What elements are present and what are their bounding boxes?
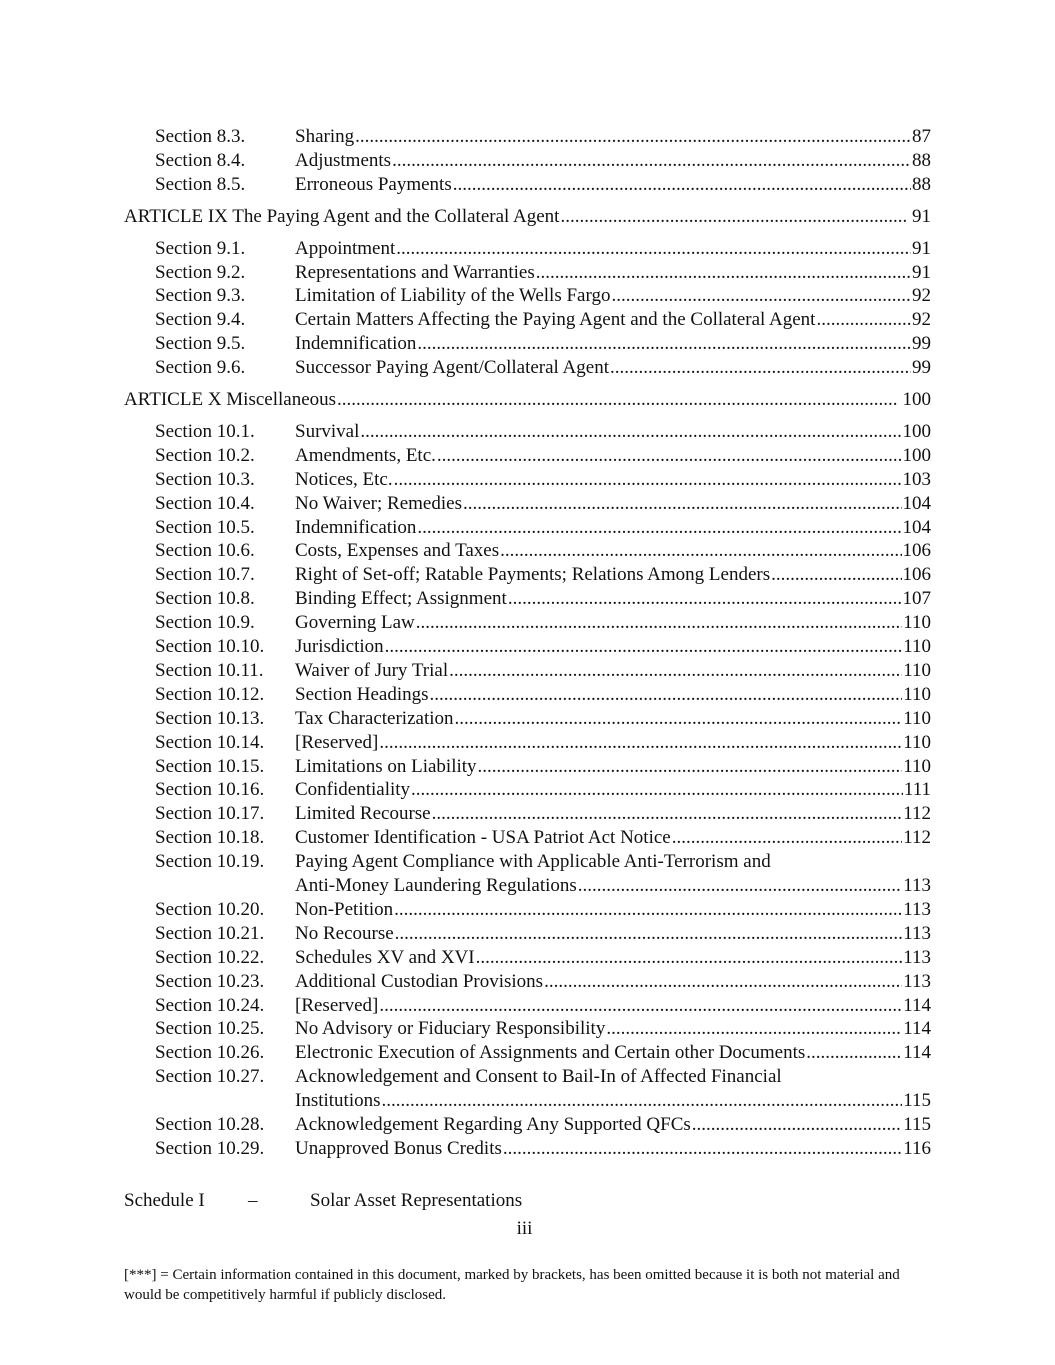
entry-body: [295, 1137, 931, 1161]
toc-section-row: [0, 444, 1055, 468]
page-ref: 113: [903, 946, 931, 968]
toc-section-row: [0, 946, 1055, 970]
page-ref: 88: [912, 173, 931, 195]
section-number: Section 10.25.: [155, 1018, 265, 1040]
toc-section-row: [0, 802, 1055, 826]
page-ref: 114: [903, 1018, 931, 1040]
toc-article-row: [0, 388, 1055, 412]
section-number: Section 10.3.: [155, 468, 255, 490]
section-title: Erroneous Payments: [295, 173, 452, 195]
dot-leader: [379, 731, 902, 755]
section-title: Customer Identification - USA Patriot Act Notice: [295, 827, 671, 849]
section-number: Section 10.21.: [155, 922, 265, 944]
entry-body: [295, 1113, 931, 1137]
page-ref: 111: [903, 779, 931, 801]
entry-body: [295, 1089, 931, 1113]
page-ref: 91: [912, 205, 931, 227]
section-number: Section 10.24.: [155, 994, 265, 1016]
dot-leader: [411, 778, 903, 802]
dot-leader: [692, 1113, 902, 1137]
entry-body: [295, 539, 931, 563]
toc-section-row: [0, 237, 1055, 261]
page-ref: 87: [912, 126, 931, 147]
dot-leader: [544, 970, 902, 994]
section-title: Survival: [295, 420, 360, 442]
page-ref: 115: [903, 1114, 931, 1135]
schedule-label: Schedule I: [124, 1190, 205, 1211]
toc-section-row: [0, 707, 1055, 731]
toc-section-row: [0, 755, 1055, 779]
dot-leader: [360, 420, 901, 444]
toc-section-row: [0, 874, 1055, 898]
section-number: Section 10.4.: [155, 492, 255, 514]
page-ref: 103: [902, 468, 931, 490]
section-number: Section 10.22.: [155, 946, 265, 968]
dot-leader: [476, 946, 903, 970]
toc-section-row: [0, 539, 1055, 563]
entry-body: [295, 284, 931, 308]
entry-body: [295, 492, 931, 516]
dot-leader: [816, 308, 911, 332]
section-number: Section 10.26.: [155, 1042, 265, 1064]
toc-section-row: [0, 149, 1055, 173]
dot-leader: [392, 149, 911, 173]
toc-section-row: [0, 994, 1055, 1018]
page-ref: 115: [903, 1090, 931, 1112]
section-title: Waiver of Jury Trial: [295, 659, 449, 681]
dot-leader: [463, 492, 902, 516]
section-number: Section 9.5.: [155, 333, 246, 355]
entry-body: [295, 1017, 931, 1041]
page-ref: 99: [912, 333, 931, 355]
page-ref: 104: [902, 516, 931, 538]
section-title: Electronic Execution of Assignments and Certain other Documents: [295, 1042, 806, 1064]
entry-body: [295, 659, 931, 683]
section-number: Section 10.27.: [155, 1066, 265, 1088]
section-title: Indemnification: [295, 516, 417, 538]
page-ref: 113: [903, 875, 931, 896]
section-title: Schedules XV and XVI: [295, 946, 475, 968]
toc-section-row: [0, 587, 1055, 611]
entry-body: [295, 356, 931, 380]
section-title: Jurisdiction: [295, 636, 384, 657]
section-title: Tax Characterization: [295, 707, 454, 729]
section-title: No Recourse: [295, 922, 394, 944]
schedule-description: Solar Asset Representations: [310, 1190, 523, 1211]
page-ref: 100: [902, 389, 931, 410]
entry-body: [124, 205, 931, 229]
page-ref: 113: [903, 898, 931, 920]
section-title: Confidentiality: [295, 779, 411, 801]
entry-body: [295, 149, 931, 173]
entry-body: [295, 898, 931, 922]
entry-body: [295, 611, 931, 635]
toc-section-row: [0, 826, 1055, 850]
toc-section-row: [0, 284, 1055, 308]
toc-section-row: [0, 683, 1055, 707]
page-ref: 110: [903, 755, 931, 777]
page-ref: 110: [903, 659, 931, 681]
toc-section-row: [0, 611, 1055, 635]
dot-leader: [455, 707, 903, 731]
entry-body: [295, 1041, 931, 1065]
dot-leader: [432, 802, 903, 826]
dot-leader: [503, 1137, 902, 1161]
page-ref: 88: [912, 149, 931, 171]
entry-body: [295, 587, 931, 611]
section-title: Anti-Money Laundering Regulations: [295, 875, 577, 896]
section-number: Section 10.11.: [155, 659, 264, 681]
section-number: Section 10.7.: [155, 564, 255, 586]
entry-body: [295, 332, 931, 356]
section-number: Section 10.8.: [155, 588, 255, 610]
page-ref: 92: [912, 285, 931, 307]
page-number: iii: [516, 1218, 533, 1239]
page-ref: 113: [903, 970, 931, 992]
entry-body: [295, 970, 931, 994]
entry-body: [295, 850, 931, 874]
section-number: Section 10.6.: [155, 540, 255, 562]
section-number: Section 10.9.: [155, 612, 255, 634]
section-number: Section 10.18.: [155, 827, 265, 849]
dot-leader: [611, 284, 911, 308]
entry-body: [295, 755, 931, 779]
dot-leader: [417, 516, 901, 540]
entry-body: [295, 778, 931, 802]
page-ref: 106: [902, 540, 931, 562]
section-title: Adjustments: [295, 149, 392, 171]
toc-section-row: [0, 1113, 1055, 1137]
page-ref: 112: [903, 803, 931, 825]
toc-section-row: [0, 922, 1055, 946]
section-number: Section 9.3.: [155, 285, 246, 307]
section-number: Section 10.16.: [155, 779, 265, 801]
section-number: Section 9.4.: [155, 309, 246, 331]
entry-body: [295, 444, 931, 468]
toc-section-row: [0, 970, 1055, 994]
toc-section-row: [0, 356, 1055, 380]
dot-leader: [437, 444, 902, 468]
page-ref: 100: [902, 444, 931, 466]
entry-body: [295, 1065, 931, 1089]
section-number: Section 10.20.: [155, 898, 265, 920]
page-ref: 110: [903, 683, 931, 705]
dot-leader: [606, 1017, 902, 1041]
page-ref: 92: [912, 309, 931, 331]
section-number: Section 9.1.: [155, 237, 246, 259]
dot-leader: [508, 587, 902, 611]
section-number: Section 10.10.: [155, 636, 265, 657]
toc-section-row: [0, 1089, 1055, 1113]
section-title: Costs, Expenses and Taxes: [295, 540, 500, 562]
section-number: Section 10.23.: [155, 970, 265, 992]
dot-leader: [449, 659, 902, 683]
section-title: Notices, Etc.: [295, 468, 393, 490]
toc-section-row: [0, 898, 1055, 922]
section-title: Unapproved Bonus Credits: [295, 1137, 502, 1159]
toc-section-row: [0, 1137, 1055, 1161]
section-title: Sharing: [295, 126, 355, 147]
schedule-dash: –: [248, 1190, 258, 1211]
toc-section-row: [0, 173, 1055, 197]
section-title: Acknowledgement Regarding Any Supported QFCs: [295, 1114, 691, 1135]
section-number: Section 8.4.: [155, 149, 246, 171]
section-title: [Reserved]: [295, 994, 379, 1016]
dot-leader: [560, 205, 907, 229]
dot-leader: [500, 539, 901, 563]
dot-leader: [672, 826, 902, 850]
page-ref: 104: [902, 492, 931, 514]
page-ref: 110: [903, 731, 931, 753]
toc-section-row: [0, 731, 1055, 755]
dot-leader: [771, 563, 901, 587]
section-number: Section 10.13.: [155, 707, 265, 729]
schedule-entry: [0, 1188, 1055, 1214]
entry-body: [295, 731, 931, 755]
section-number: Section 9.2.: [155, 261, 246, 283]
dot-leader: [806, 1041, 902, 1065]
section-title: Limitations on Liability: [295, 755, 477, 777]
section-title: No Advisory or Fiduciary Responsibility: [295, 1018, 606, 1040]
toc-section-row: [0, 563, 1055, 587]
toc-section-row: [0, 308, 1055, 332]
entry-body: [295, 874, 931, 898]
page-ref: 112: [903, 827, 931, 849]
entry-body: [295, 946, 931, 970]
section-number: Section 10.2.: [155, 444, 255, 466]
toc-section-row: [0, 261, 1055, 285]
section-title: Governing Law: [295, 612, 415, 634]
page-ref: 114: [903, 1042, 931, 1064]
section-title: Section Headings: [295, 683, 429, 705]
dot-leader: [430, 683, 903, 707]
page-ref: 113: [903, 922, 931, 944]
section-number: Section 10.28.: [155, 1114, 265, 1135]
entry-body: [295, 707, 931, 731]
toc-section-row: [0, 332, 1055, 356]
section-title: Indemnification: [295, 333, 417, 355]
entry-body: [295, 922, 931, 946]
section-title: Limitation of Liability of the Wells Fargo: [295, 285, 611, 307]
page-ref: 110: [903, 636, 931, 657]
section-number: Section 10.17.: [155, 803, 265, 825]
toc-section-row: [0, 635, 1055, 659]
entry-body: [124, 388, 931, 412]
section-number: Section 10.5.: [155, 516, 255, 538]
page-ref: 110: [903, 612, 931, 634]
section-title: [Reserved]: [295, 731, 379, 753]
section-title: Limited Recourse: [295, 803, 431, 825]
page-ref: 114: [903, 994, 931, 1016]
section-title: Successor Paying Agent/Collateral Agent: [295, 357, 609, 379]
article-title: ARTICLE X Miscellaneous: [124, 389, 337, 410]
page-ref: 100: [902, 420, 931, 442]
section-number: Section 8.5.: [155, 173, 246, 195]
section-number: Section 10.15.: [155, 755, 265, 777]
section-title: Amendments, Etc.: [295, 444, 436, 466]
section-title: Paying Agent Compliance with Applicable Anti-Terrorism and: [295, 851, 771, 873]
section-number: Section 10.14.: [155, 731, 265, 753]
section-number: Section 8.3.: [155, 126, 246, 147]
entry-body: [295, 237, 931, 261]
section-number: Section 10.1.: [155, 420, 255, 442]
entry-body: [295, 308, 931, 332]
dot-leader: [395, 922, 903, 946]
footnote: [***] = Certain information contained in this document, marked by brackets, has been omitted because it is both not material and would be competitively harmful if publicly disclosed.: [124, 1267, 900, 1303]
toc-section-row: [0, 778, 1055, 802]
page-ref: 99: [912, 357, 931, 379]
toc-section-row: [0, 1065, 1055, 1089]
toc-section-row: [0, 1041, 1055, 1065]
dot-leader: [337, 388, 897, 412]
section-title: Appointment: [295, 237, 396, 259]
entry-body: [295, 261, 931, 285]
entry-body: [295, 563, 931, 587]
toc-article-row: [0, 205, 1055, 229]
article-title: ARTICLE IX The Paying Agent and the Collateral Agent: [124, 205, 560, 227]
section-number: Section 10.29.: [155, 1137, 265, 1159]
page-ref: 91: [912, 237, 931, 259]
dot-leader: [453, 173, 911, 197]
entry-body: [295, 468, 931, 492]
section-number: Section 10.19.: [155, 851, 265, 873]
entry-body: [295, 683, 931, 707]
page-ref: 110: [903, 707, 931, 729]
entry-body: [295, 994, 931, 1018]
entry-body: [295, 173, 931, 197]
section-number: Section 10.12.: [155, 683, 265, 705]
dot-leader: [610, 356, 911, 380]
toc-section-row: [0, 492, 1055, 516]
toc-section-row: [0, 516, 1055, 540]
toc-section-row: [0, 420, 1055, 444]
page-ref: 106: [902, 564, 931, 586]
toc-section-row: [0, 1017, 1055, 1041]
section-title: Certain Matters Affecting the Paying Agent and the Collateral Agent: [295, 309, 816, 331]
page-ref: 107: [902, 588, 931, 610]
dot-leader: [478, 755, 903, 779]
section-title: Representations and Warranties: [295, 261, 535, 283]
toc-section-row: [0, 850, 1055, 874]
section-title: Additional Custodian Provisions: [295, 970, 544, 992]
section-title: Acknowledgement and Consent to Bail-In of Affected Financial: [295, 1066, 782, 1088]
section-number: Section 9.6.: [155, 357, 246, 379]
dot-leader: [396, 237, 911, 261]
toc-section-row: [0, 125, 1055, 149]
toc-section-row: [0, 659, 1055, 683]
section-title: Institutions: [295, 1090, 381, 1112]
page-ref: 116: [903, 1137, 931, 1159]
section-title: Binding Effect; Assignment: [295, 588, 507, 610]
section-title: Non-Petition: [295, 898, 394, 920]
entry-body: [295, 635, 931, 659]
dot-leader: [394, 468, 902, 492]
dot-leader: [385, 635, 903, 659]
dot-leader: [382, 1089, 903, 1113]
page-ref: 91: [912, 261, 931, 283]
entry-body: [295, 516, 931, 540]
toc-section-row: [0, 468, 1055, 492]
entry-body: [295, 420, 931, 444]
entry-body: [295, 826, 931, 850]
dot-leader: [379, 994, 902, 1018]
dot-leader: [394, 898, 902, 922]
dot-leader: [417, 332, 911, 356]
dot-leader: [416, 611, 902, 635]
entry-body: [295, 802, 931, 826]
dot-leader: [355, 125, 911, 149]
dot-leader: [578, 874, 902, 898]
dot-leader: [536, 261, 911, 285]
entry-body: [295, 125, 931, 149]
section-title: Right of Set-off; Ratable Payments; Relations Among Lenders: [295, 564, 771, 586]
section-title: No Waiver; Remedies: [295, 492, 462, 514]
